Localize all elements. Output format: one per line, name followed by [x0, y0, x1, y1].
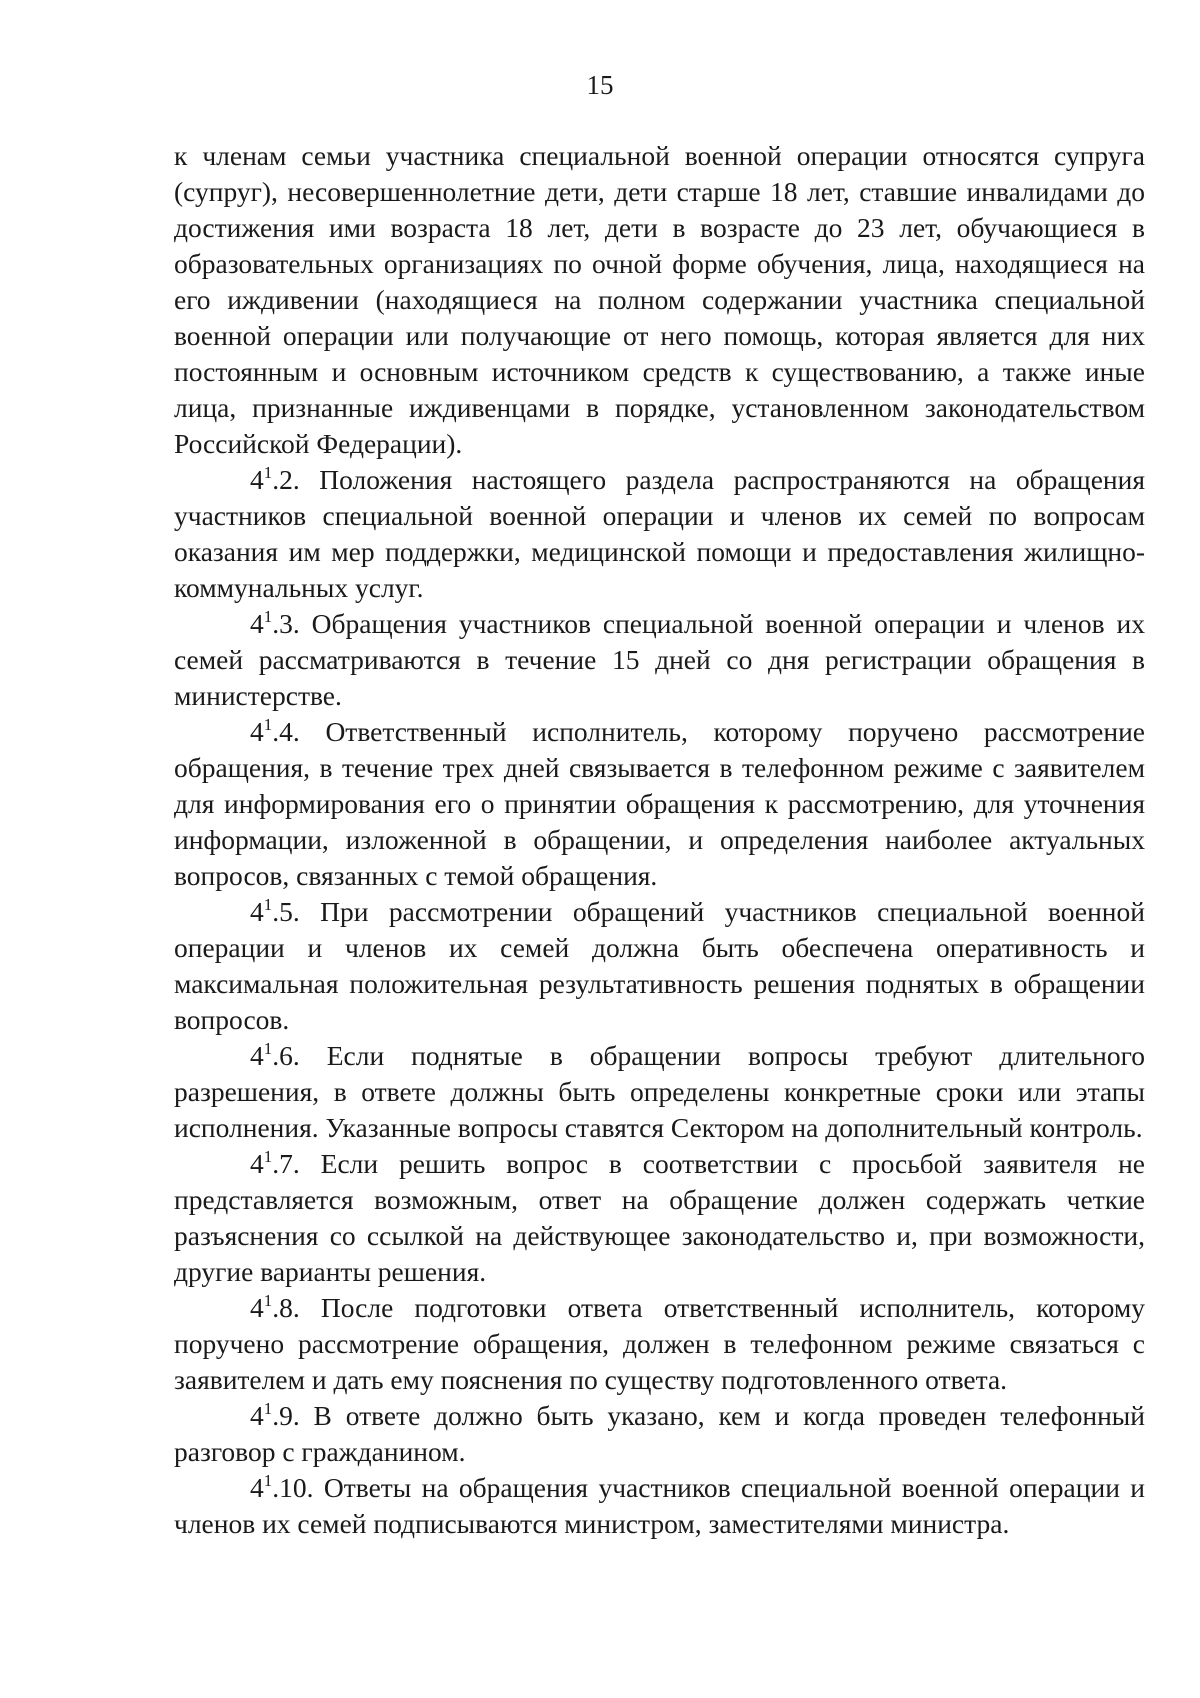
paragraph-4-1-6	[174, 1038, 1145, 1146]
paragraph-text: После подготовки ответа ответственный исполнитель, которому поручено рассмотрение обращения, должен в телефонном режиме связаться с заявителем и дать ему пояснения по существу подготовленного ответа.	[174, 1292, 1145, 1395]
paragraph-text: В ответе должно быть указано, кем и когда проведен телефонный разговор с гражданином.	[174, 1400, 1145, 1467]
paragraph-family-members	[174, 138, 1145, 462]
clause-number: $4^1.7$.	[250, 1147, 300, 1179]
clause-number: $4^1.3$.	[250, 607, 300, 639]
clause-number: $4^1.2$.	[250, 463, 300, 495]
clause-number: $4^1.6$.	[250, 1039, 300, 1071]
clause-number: $4^1.9$.	[250, 1399, 300, 1431]
clause-number: $4^1.4$.	[250, 715, 300, 747]
paragraph-text: Положения настоящего раздела распространяются на обращения участников специальной военной операции и членов их семей по вопросам оказания им мер поддержки, медицинской помощи и предоставления жилищно-коммунальных услуг.	[174, 464, 1145, 603]
paragraph-4-1-10	[174, 1470, 1145, 1542]
paragraph-text: Если поднятые в обращении вопросы требуют длительного разрешения, в ответе должны быть определены конкретные сроки или этапы исполнения. Указанные вопросы ставятся Сектором на дополнительный контроль.	[174, 1040, 1145, 1143]
page-number: 15	[586, 70, 614, 100]
paragraph-4-1-5	[174, 894, 1145, 1038]
paragraph-4-1-7	[174, 1146, 1145, 1290]
paragraph-4-1-8	[174, 1290, 1145, 1398]
paragraph-4-1-4	[174, 714, 1145, 894]
clause-number: $4^1.5$.	[250, 895, 300, 927]
paragraph-text: к членам семьи участника специальной военной операции относятся супруга (супруг), несовершеннолетние дети, дети старше 18 лет, ставшие инвалидами до достижения ими возраста 18 лет, дети в возрасте до 23 лет, обучающиеся в образовательных организациях по очной форме обучения, лица, находящиеся на его иждивении (находящиеся на полном содержании участника специальной военной операции или получающие от него помощь, которая является для них постоянным и основным источником средств к существованию, а также иные лица, признанные иждивенцами в порядке, установленном законодательством Российской Федерации).	[174, 140, 1145, 459]
paragraph-4-1-3	[174, 606, 1145, 714]
paragraph-4-1-9	[174, 1398, 1145, 1470]
document-body	[174, 138, 1145, 1542]
paragraph-4-1-2	[174, 462, 1145, 606]
paragraph-text: При рассмотрении обращений участников специальной военной операции и членов их семей должна быть обеспечена оперативность и максимальная положительная результативность решения поднятых в обращении вопросов.	[174, 896, 1145, 1035]
clause-number: $4^1.8$.	[250, 1291, 300, 1323]
paragraph-text: Ответственный исполнитель, которому поручено рассмотрение обращения, в течение трех дней связывается в телефонном режиме с заявителем для информирования его о принятии обращения к рассмотрению, для уточнения информации, изложенной в обращении, и определения наиболее актуальных вопросов, связанных с темой обращения.	[174, 716, 1145, 891]
paragraph-text: Если решить вопрос в соответствии с просьбой заявителя не представляется возможным, ответ на обращение должен содержать четкие разъяснения со ссылкой на действующее законодательство и, при возможности, другие варианты решения.	[174, 1148, 1145, 1287]
clause-number: $4^1.10$.	[250, 1471, 314, 1503]
paragraph-text: Ответы на обращения участников специальной военной операции и членов их семей подписываются министром, заместителями министра.	[174, 1472, 1145, 1539]
paragraph-text: Обращения участников специальной военной операции и членов их семей рассматриваются в течение 15 дней со дня регистрации обращения в министерстве.	[174, 608, 1145, 711]
